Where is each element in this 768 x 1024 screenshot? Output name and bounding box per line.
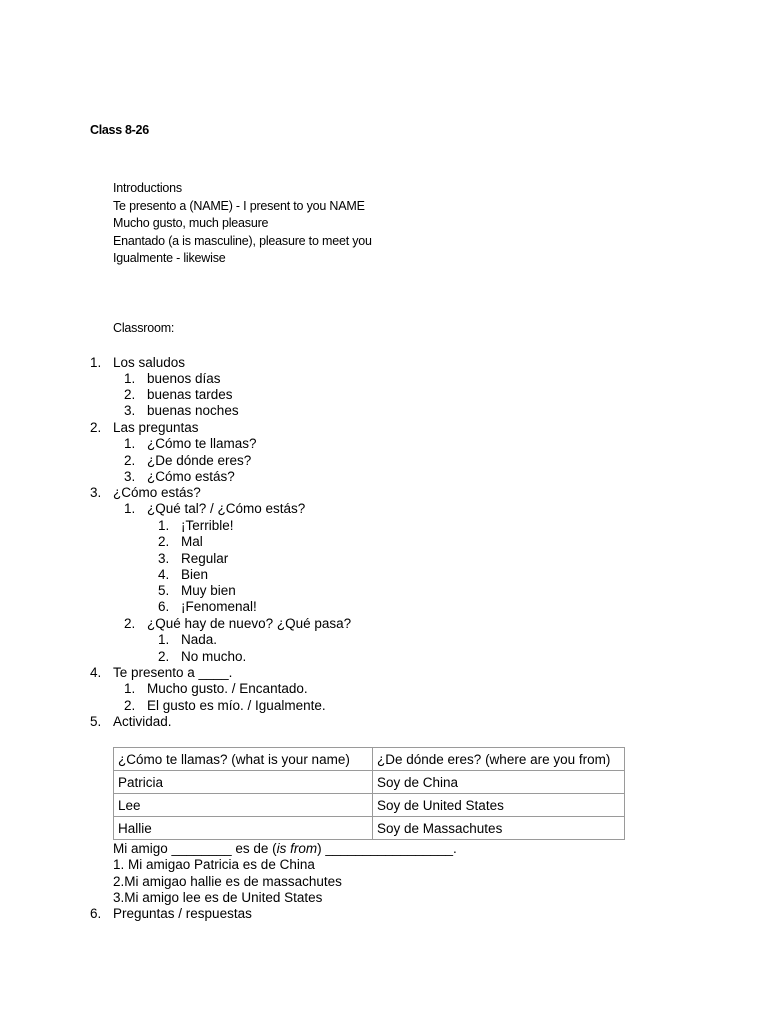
intro-line: Te presento a (NAME) - I present to you NAME bbox=[113, 199, 365, 213]
list-item: ¿Cómo estás? bbox=[147, 469, 235, 484]
list-number: 2. bbox=[90, 420, 102, 435]
list-item: Mal bbox=[181, 534, 203, 549]
list-number: 3. bbox=[90, 485, 102, 500]
list-item: Los saludos bbox=[113, 355, 186, 370]
list-item: ¿Cómo te llamas? bbox=[147, 436, 257, 451]
list-item: Muy bien bbox=[181, 583, 236, 598]
list-number: 4. bbox=[90, 665, 102, 680]
list-number: 1. bbox=[124, 436, 136, 451]
list-item: Te presento a ____. bbox=[113, 665, 233, 680]
table-cell: Soy de Massachutes bbox=[373, 817, 625, 840]
list-item: buenos días bbox=[147, 371, 221, 386]
table-row bbox=[114, 817, 625, 840]
answer-line: 2.Mi amigao hallie es de massachutes bbox=[113, 874, 342, 889]
document-title: Class 8-26 bbox=[90, 123, 149, 137]
table-cell: Soy de China bbox=[373, 771, 625, 794]
list-item: Nada. bbox=[181, 632, 218, 647]
table-cell: Patricia bbox=[114, 771, 373, 794]
list-number: 5. bbox=[90, 714, 102, 729]
list-item: buenas tardes bbox=[147, 387, 233, 402]
sentence-italic: is from bbox=[276, 841, 318, 856]
list-item: Regular bbox=[181, 551, 229, 566]
table-header-cell: ¿De dónde eres? (where are you from) bbox=[373, 748, 625, 771]
list-number: 2. bbox=[124, 453, 136, 468]
list-number: 1. bbox=[124, 501, 136, 516]
list-item: ¿Qué hay de nuevo? ¿Qué pasa? bbox=[147, 616, 352, 631]
answer-line: 1. Mi amigao Patricia es de China bbox=[113, 857, 315, 872]
list-number: 4. bbox=[158, 567, 170, 582]
table-cell: Lee bbox=[114, 794, 373, 817]
list-item: Mucho gusto. / Encantado. bbox=[147, 681, 308, 696]
list-item: Actividad. bbox=[113, 714, 172, 729]
list-item: El gusto es mío. / Igualmente. bbox=[147, 698, 326, 713]
sentence-part: ) _________________. bbox=[317, 841, 457, 856]
list-item: Preguntas / respuestas bbox=[113, 906, 252, 921]
list-number: 2. bbox=[124, 616, 136, 631]
list-item: No mucho. bbox=[181, 649, 247, 664]
list-item: ¿Cómo estás? bbox=[113, 485, 201, 500]
list-number: 3. bbox=[158, 551, 170, 566]
answer-line: 3.Mi amigo lee es de United States bbox=[113, 890, 323, 905]
table-header-row bbox=[114, 748, 625, 771]
activity-table bbox=[113, 747, 625, 840]
list-item: ¿Qué tal? / ¿Cómo estás? bbox=[147, 501, 306, 516]
intro-line: Enantado (a is masculine), pleasure to meet you bbox=[113, 234, 372, 248]
fill-in-sentence bbox=[113, 841, 457, 856]
list-number: 6. bbox=[90, 906, 102, 921]
table-header-cell: ¿Cómo te llamas? (what is your name) bbox=[114, 748, 373, 771]
list-number: 2. bbox=[158, 534, 170, 549]
list-number: 1. bbox=[124, 371, 136, 386]
table-cell: Hallie bbox=[114, 817, 373, 840]
list-number: 3. bbox=[124, 469, 136, 484]
intro-line: Mucho gusto, much pleasure bbox=[113, 216, 269, 230]
list-number: 2. bbox=[124, 698, 136, 713]
list-number: 2. bbox=[124, 387, 136, 402]
list-number: 1. bbox=[158, 518, 170, 533]
list-number: 6. bbox=[158, 599, 170, 614]
list-item: Las preguntas bbox=[113, 420, 199, 435]
list-item: ¡Fenomenal! bbox=[181, 599, 257, 614]
intro-line: Igualmente - likewise bbox=[113, 251, 226, 265]
list-item: buenas noches bbox=[147, 403, 239, 418]
intro-line: Introductions bbox=[113, 181, 182, 195]
list-number: 1. bbox=[90, 355, 102, 370]
list-number: 1. bbox=[124, 681, 136, 696]
list-number: 2. bbox=[158, 649, 170, 664]
list-number: 5. bbox=[158, 583, 170, 598]
table-row bbox=[114, 794, 625, 817]
sentence-part: Mi amigo ________ es de ( bbox=[113, 841, 277, 856]
list-item: ¡Terrible! bbox=[181, 518, 234, 533]
list-item: ¿De dónde eres? bbox=[147, 453, 252, 468]
table-cell: Soy de United States bbox=[373, 794, 625, 817]
list-item: Bien bbox=[181, 567, 209, 582]
list-number: 3. bbox=[124, 403, 136, 418]
classroom-heading: Classroom: bbox=[113, 321, 175, 335]
table-row bbox=[114, 771, 625, 794]
list-number: 1. bbox=[158, 632, 170, 647]
